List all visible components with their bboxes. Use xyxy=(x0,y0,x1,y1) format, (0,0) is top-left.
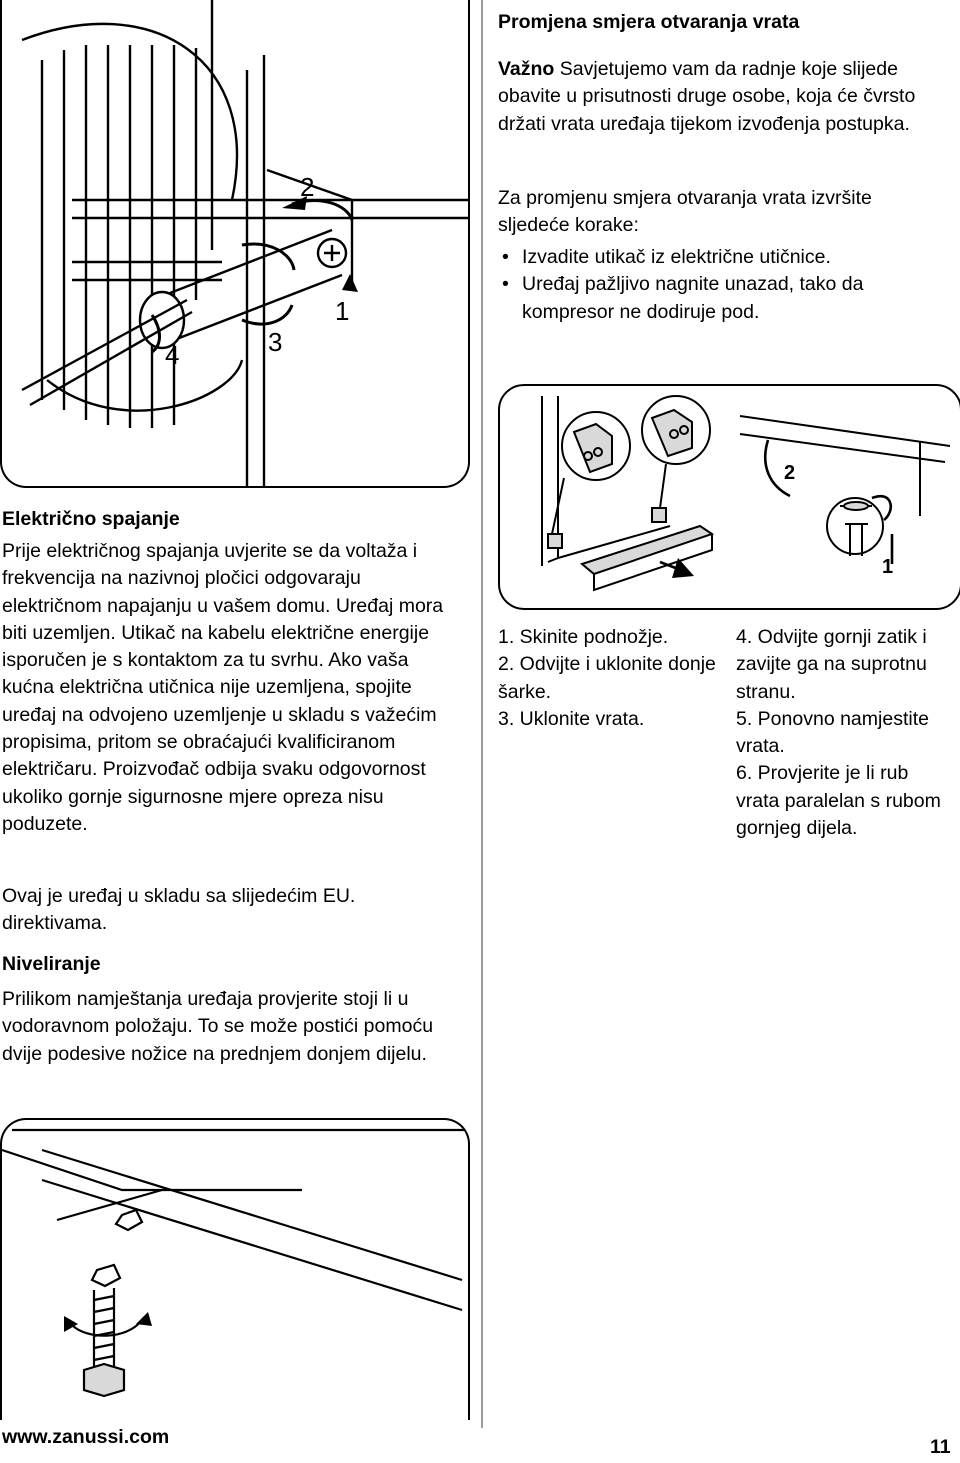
figure1-label-3: 3 xyxy=(268,327,283,357)
leveling-heading: Niveliranje xyxy=(2,953,101,975)
figure-door-handle xyxy=(0,0,470,488)
step-item: 5. Ponovno namjestite vrata. xyxy=(736,707,929,758)
figure-hinges xyxy=(498,384,960,610)
door-reversal-heading: Promjena smjera otvaranja vrata xyxy=(498,11,800,33)
figure2-label-1: 1 xyxy=(882,556,894,578)
step-item: 2. Odvijte i uklonite donje šarke. xyxy=(498,653,716,703)
door-reversal-intro: Za promjenu smjera otvaranja vrata izvršite sljedeće korake: xyxy=(498,187,872,237)
door-reversal-bullets xyxy=(498,244,938,326)
step-item: 6. Provjerite je li rub vrata paralelan s rubom gornjeg dijela. xyxy=(736,762,941,840)
figure1-label-4: 4 xyxy=(165,340,180,370)
electrical-heading: Električno spajanje xyxy=(2,508,180,530)
website-link[interactable]: www.zanussi.com xyxy=(2,1426,170,1448)
figure1-label-2: 2 xyxy=(300,172,315,202)
leveling-foot-illustration xyxy=(2,1120,468,1420)
leveling-body: Prilikom namještanja uređaja provjerite stoji li u vodoravnom položaju. To se može postići pomoću dvije podesive nožice na prednjem donjem dijelu. xyxy=(2,988,434,1065)
column-divider xyxy=(481,0,483,1428)
electrical-directive: Ovaj je uređaj u skladu sa slijedećim EU. direktivama. xyxy=(2,885,356,935)
door-handle-illustration xyxy=(2,0,468,486)
steps-right-column xyxy=(736,624,948,842)
figure1-label-1: 1 xyxy=(335,296,350,326)
important-note xyxy=(498,56,938,138)
important-text: Savjetujemo vam da radnje koje slijede obavite u prisutnosti druge osobe, koja će čvrsto držati vrata uređaja tijekom izvođenja postupka. xyxy=(498,58,916,135)
step-item: 4. Odvijte gornji zatik i zavijte ga na suprotnu stranu. xyxy=(736,626,927,703)
important-label: Važno xyxy=(498,58,555,80)
page-number: 11 xyxy=(930,1436,951,1458)
figure2-label-2: 2 xyxy=(784,462,796,484)
bullet-item: • Izvadite utikač iz električne utičnice. xyxy=(498,244,938,271)
figure-leveling-foot xyxy=(0,1118,470,1420)
steps-left-column xyxy=(498,624,720,733)
bullet-item: • Uređaj pažljivo nagnite unazad, tako da kompresor ne dodiruje pod. xyxy=(498,271,938,326)
step-item: 3. Uklonite vrata. xyxy=(498,707,645,730)
electrical-body: Prije električnog spajanja uvjerite se da voltaža i frekvencija na nazivnoj pločici odgovaraju električnom napajanju u vašem domu. Uređaj mora biti uzemljen. Utikač na kabelu električne energije isporučen je s kontaktom za tu svrhu. Ako vaša kućna električna utičnica nije uzemljena, spojite uređaj na odvojeno uzemljenje u skladu s važećim propisima, pritom se obraćajući kvalificiranom električaru. Proizvođač odbija svaku odgovornost ukoliko gornje sigurnosne mjere opreza nisu poduzete. xyxy=(2,540,444,835)
step-item: 1. Skinite podnožje. xyxy=(498,626,669,648)
